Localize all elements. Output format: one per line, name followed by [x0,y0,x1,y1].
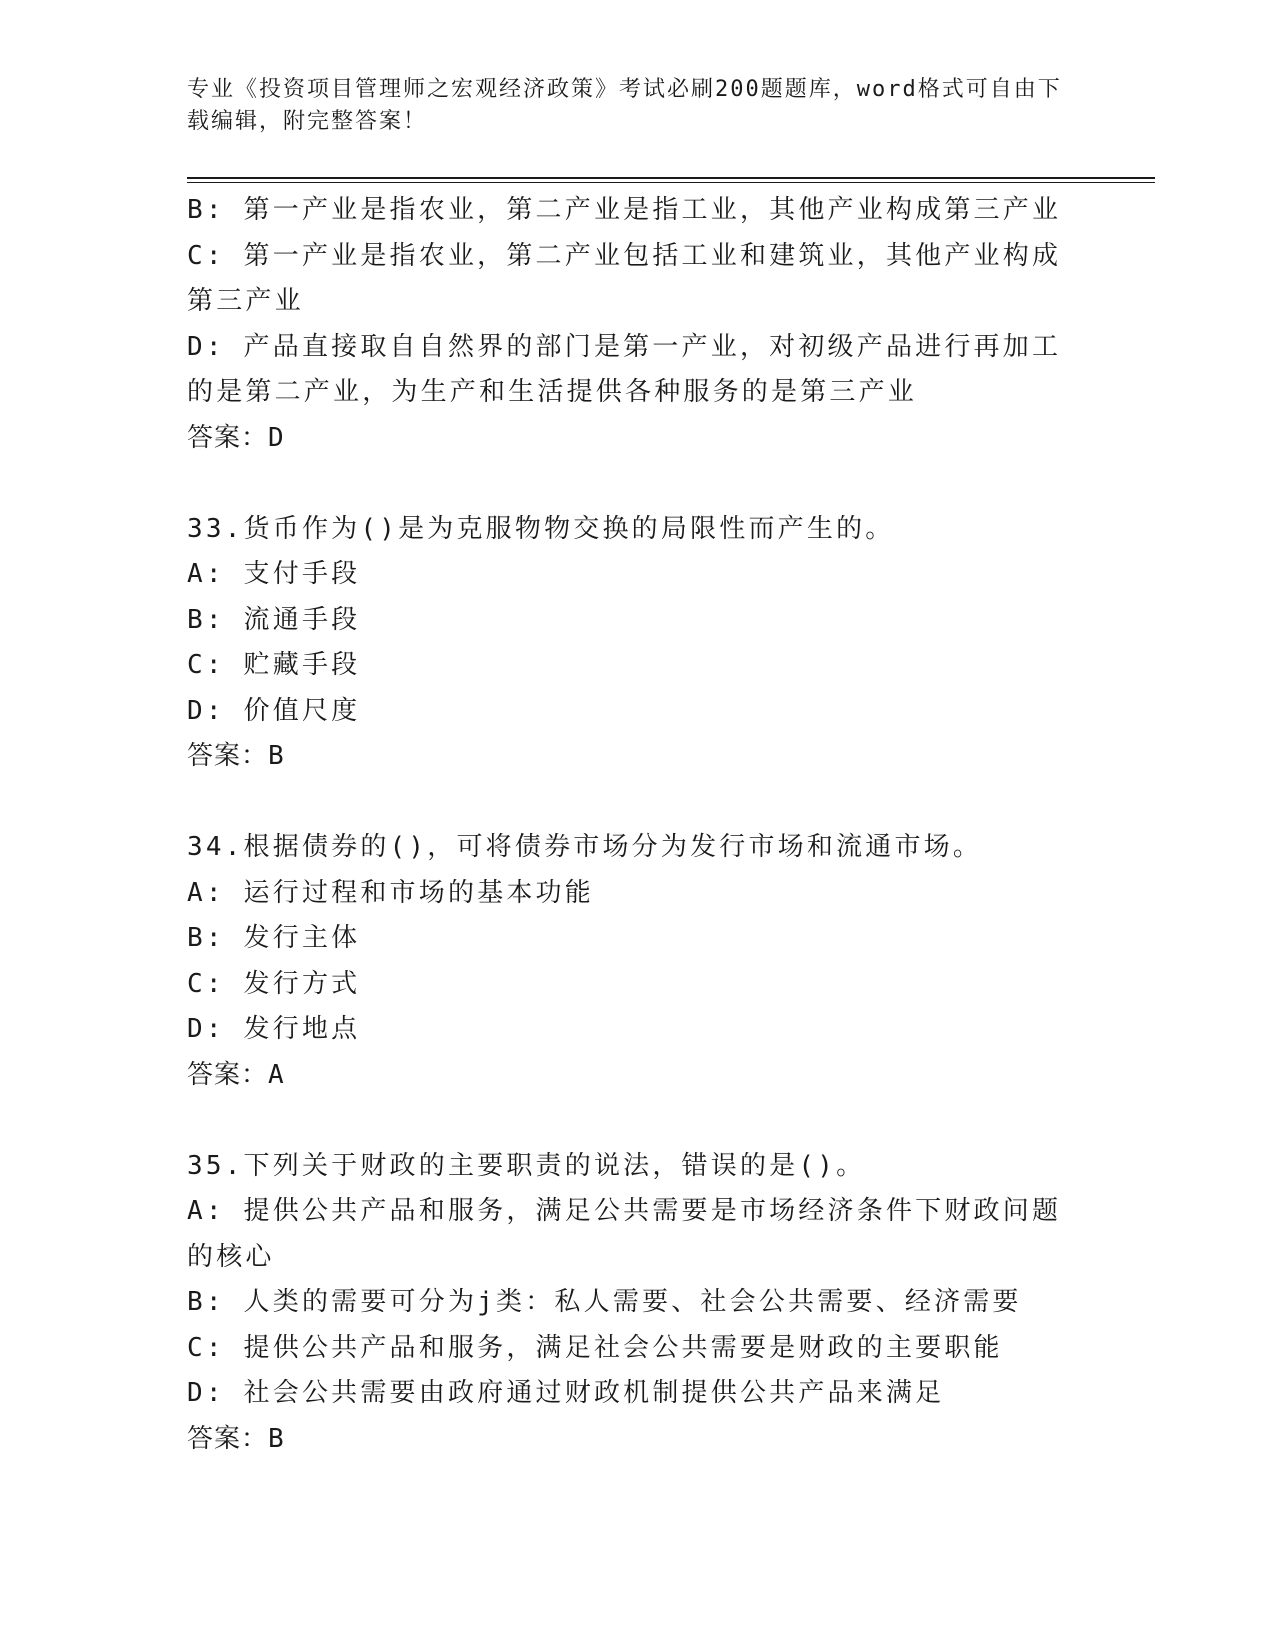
option-d: D: 产品直接取自自然界的部门是第一产业，对初级产品进行再加工的是第二产业，为生产和生活提供各种服务的是第三产业 [187,331,1062,407]
spacer [187,461,1087,507]
answer-label: 答案： [187,741,269,771]
question-stem: 33.货币作为()是为克服物物交换的局限性而产生的。 [187,513,895,544]
option-a: A: 运行过程和市场的基本功能 [187,877,594,908]
answer-value: A [268,1059,285,1090]
option-b: B: 第一产业是指农业，第二产业是指工业，其他产业构成第三产业 [187,195,1062,225]
option-d: D: 社会公共需要由政府通过财政机制提供公共产品来满足 [187,1378,945,1408]
option-c: C: 贮藏手段 [187,650,361,680]
question-list [187,188,1087,1462]
option-d: D: 价值尺度 [187,695,361,726]
answer-label: 答案： [187,1423,269,1454]
option-a: A: 提供公共产品和服务，满足公共需要是市场经济条件下财政问题的核心 [187,1196,1062,1272]
option-a: A: 支付手段 [187,559,361,589]
question-block-33 [187,507,1087,780]
option-d: D: 发行地点 [187,1014,361,1044]
answer-value: B [268,1423,285,1454]
header-divider-thin [187,182,1155,183]
answer-value: D [268,422,285,453]
spacer [187,1098,1087,1144]
question-stem: 34.根据债券的()，可将债券市场分为发行市场和流通市场。 [187,832,983,862]
answer-line [187,1417,1087,1463]
option-b: B: 流通手段 [187,604,361,635]
question-block-35 [187,1144,1087,1463]
question-stem: 35.下列关于财政的主要职责的说法，错误的是()。 [187,1150,866,1181]
document-header: 专业《投资项目管理师之宏观经济政策》考试必刷200题题库，word格式可自由下载编辑，附完整答案！ [187,77,1062,134]
answer-line [187,416,1087,462]
option-c: C: 第一产业是指农业，第二产业包括工业和建筑业，其他产业构成第三产业 [187,240,1062,316]
answer-line [187,1053,1087,1099]
question-block-34 [187,825,1087,1098]
header-divider-thick [187,177,1155,179]
option-c: C: 发行方式 [187,968,361,999]
answer-label: 答案： [187,422,269,453]
option-c: C: 提供公共产品和服务，满足社会公共需要是财政的主要职能 [187,1332,1003,1363]
option-b: B: 人类的需要可分为j类：私人需要、社会公共需要、经济需要 [187,1287,1022,1317]
spacer [187,780,1087,826]
question-block-continued [187,188,1087,461]
answer-line [187,734,1087,780]
option-b: B: 发行主体 [187,923,361,953]
answer-value: B [268,741,285,771]
answer-label: 答案： [187,1059,269,1090]
